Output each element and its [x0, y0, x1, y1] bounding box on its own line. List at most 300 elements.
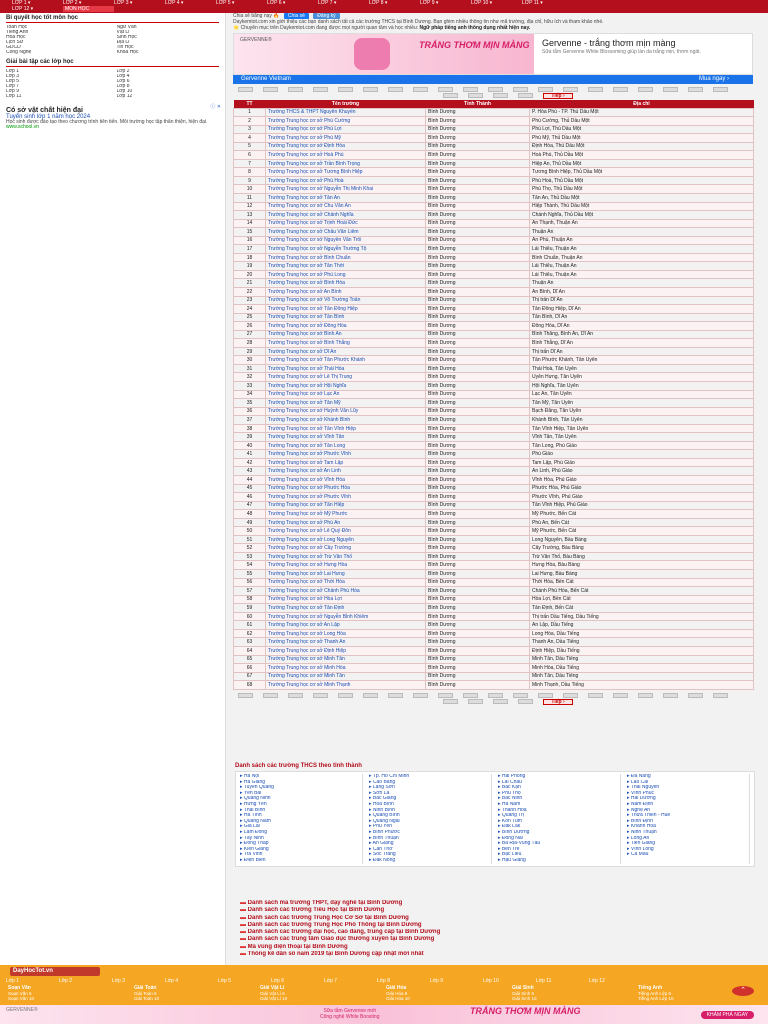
province-link[interactable]: ▸ Tây Ninh	[240, 836, 363, 842]
page-button[interactable]	[488, 693, 503, 698]
subscribe-button[interactable]: Đăng ký	[313, 13, 339, 19]
footer-grade-link[interactable]: Lớp 12	[589, 978, 605, 984]
subject-link[interactable]: Tiếng Anh	[6, 30, 29, 35]
province-link[interactable]: ▸ Điện Biên	[240, 858, 363, 864]
school-link[interactable]: Trường Trung học cơ sở Tương Bình Hiệp	[268, 169, 363, 176]
footer-link[interactable]: Tiếng Anh Lớp 10	[638, 996, 674, 1001]
province-link[interactable]: ▸ Bắc Ninh	[498, 796, 621, 802]
page-button[interactable]	[468, 93, 483, 98]
province-name[interactable]: Bình Định	[630, 818, 653, 824]
footer-link[interactable]: Giải Vật Lí 6	[260, 991, 285, 996]
province-name[interactable]: Long An	[630, 835, 650, 841]
province-name[interactable]: Gia Lai	[243, 824, 260, 830]
province-link[interactable]: ▸ Sóc Trăng	[369, 852, 492, 858]
school-link[interactable]: Trường Trung học cơ sở Minh Hòa	[268, 664, 346, 671]
province-link[interactable]: ▸ Gia Lai	[240, 824, 363, 830]
province-link[interactable]: ▸ Khánh Hòa	[627, 824, 750, 830]
page-button[interactable]	[638, 87, 653, 92]
province-link[interactable]: ▸ Tp. Hồ Chí Minh	[369, 774, 492, 780]
school-link[interactable]: Trường Trung học cơ sở Chánh Nghĩa	[268, 211, 354, 218]
grade-link[interactable]: Lớp 10	[116, 89, 133, 94]
page-button[interactable]	[688, 693, 703, 698]
subject-link[interactable]: Địa Lí	[116, 40, 130, 45]
featured-link[interactable]: Tuyển sinh lớp 1 năm học 2024	[6, 114, 91, 120]
province-link[interactable]: ▸ Thái Nguyên	[627, 785, 750, 791]
province-name[interactable]: Hậu Giang	[501, 857, 526, 863]
school-link[interactable]: Trường Trung học cơ sở Lê Quý Đôn	[268, 528, 351, 535]
ad-info-icon[interactable]: ⓘ ✕	[210, 104, 221, 110]
grade-menu-item[interactable]: LỚP 5 ▾	[216, 0, 235, 6]
province-name[interactable]: Cao Bằng	[372, 779, 396, 785]
page-button[interactable]	[313, 693, 328, 698]
page-button[interactable]	[468, 699, 483, 704]
ad-banner[interactable]	[233, 33, 753, 75]
school-link[interactable]: Trường Trung học cơ sở Thới Hòa	[268, 579, 345, 586]
province-link[interactable]: ▸ Quảng Ninh	[240, 796, 363, 802]
province-name[interactable]: Lâm Đồng	[243, 829, 267, 835]
page-button[interactable]	[463, 693, 478, 698]
province-link[interactable]: ▸ Quảng Nam	[240, 819, 363, 825]
page-button[interactable]	[263, 87, 278, 92]
page-button[interactable]	[588, 87, 603, 92]
page-button[interactable]	[663, 693, 678, 698]
school-link[interactable]: Trường Trung học cơ sở Bình Thắng	[268, 340, 350, 347]
province-link[interactable]: ▸ Bình Thuận	[369, 836, 492, 842]
trending-link[interactable]: Ngữ pháp tiếng anh thông dụng nhất hiện nay.	[419, 25, 531, 31]
province-name[interactable]: Ninh Bình	[372, 807, 395, 813]
province-link[interactable]: ▸ Bạc Liêu	[498, 852, 621, 858]
province-name[interactable]: Quảng Trị	[501, 813, 524, 819]
school-link[interactable]: Trường Trung học cơ sở Long Hòa	[268, 630, 346, 637]
school-link[interactable]: Trường Trung học cơ sở Thái Hòa	[268, 365, 345, 372]
school-link[interactable]: Trường Trung học cơ sở Tân Bình	[268, 314, 345, 321]
province-link[interactable]: ▸ Thừa Thiên - Huế	[627, 813, 750, 819]
page-button[interactable]	[443, 699, 458, 704]
subject-link[interactable]: Toán Học	[6, 25, 28, 30]
province-link[interactable]: ▸ Phú Yên	[369, 824, 492, 830]
province-name[interactable]: Kon Tum	[501, 818, 522, 824]
province-link[interactable]: ▸ Lào Cai	[627, 780, 750, 786]
page-button[interactable]	[638, 693, 653, 698]
school-link[interactable]: Trường Trung học cơ sở Nguyễn Trường Tộ	[268, 246, 367, 253]
province-link[interactable]: ▸ Tuyên Quang	[240, 785, 363, 791]
grade-link[interactable]: Lớp 8	[116, 84, 130, 89]
school-link[interactable]: Trường Trung học cơ sở Định Hiệp	[268, 647, 347, 654]
school-link[interactable]: Trường Trung học cơ sở Lai Hưng	[268, 570, 345, 577]
school-link[interactable]: Trường Trung học cơ sở Đông Hòa	[268, 322, 347, 329]
province-link[interactable]: ▸ Bình Dương	[498, 830, 621, 836]
page-button[interactable]	[363, 87, 378, 92]
province-name[interactable]: Quảng Ngãi	[372, 818, 400, 824]
province-name[interactable]: Hải Dương	[630, 796, 656, 802]
province-link[interactable]: ▸ Thanh Hóa	[498, 808, 621, 814]
grade-link[interactable]: Lớp 3	[6, 74, 20, 79]
school-link[interactable]: Trường Trung học cơ sở Trừ Văn Thố	[268, 553, 353, 560]
school-link[interactable]: Trường Trung học cơ sở Tân Mỹ	[268, 399, 341, 406]
footer-grade-link[interactable]: Lớp 4	[165, 978, 179, 984]
province-name[interactable]: Cần Thơ	[372, 846, 393, 852]
grade-menu-item[interactable]: MÔN HỌC	[63, 6, 114, 12]
school-link[interactable]: Trường Trung học cơ sở Minh Tân	[268, 673, 345, 680]
school-link[interactable]: Trường Trung học cơ sở Hội Nghĩa	[268, 382, 347, 389]
province-link[interactable]: ▸ Hà Giang	[240, 780, 363, 786]
related-link[interactable]: ▬ Danh sách các trường đại học, cao đẳng, trung cấp tại Bình Dương	[240, 929, 760, 936]
school-link[interactable]: Trường Trung học cơ sở An Lập	[268, 622, 340, 629]
province-name[interactable]: Thanh Hóa	[501, 807, 527, 813]
page-button[interactable]	[263, 693, 278, 698]
school-link[interactable]: Trường Trung học cơ sở Phú An	[268, 519, 341, 526]
province-name[interactable]: Thừa Thiên - Huế	[630, 813, 671, 819]
page-button[interactable]	[713, 87, 728, 92]
school-link[interactable]: Trường Trung học cơ sở Vĩnh Tân	[268, 434, 345, 441]
page-button[interactable]	[463, 87, 478, 92]
related-link[interactable]: ▬ Danh sách các trường Trung Học Phổ Thông tại Bình Dương	[240, 922, 760, 929]
page-button[interactable]	[513, 693, 528, 698]
school-link[interactable]: Trường Trung học cơ sở Phú Cường	[268, 117, 351, 124]
school-link[interactable]: Trường Trung học cơ sở Cây Trường	[268, 545, 351, 552]
subject-link[interactable]: GDCD	[6, 45, 21, 50]
province-name[interactable]: Vĩnh Long	[630, 846, 654, 852]
page-button[interactable]	[288, 87, 303, 92]
province-link[interactable]: ▸ Đồng Nai	[498, 836, 621, 842]
school-link[interactable]: Trường Trung học cơ sở Hòa Lợi	[268, 596, 342, 603]
page-button[interactable]	[518, 699, 533, 704]
school-link[interactable]: Trường Trung học cơ sở Chu Văn An	[268, 203, 351, 210]
province-name[interactable]: Tuyên Quang	[243, 785, 274, 791]
bottom-ad-cta-button[interactable]: KHÁM PHÁ NGAY	[701, 1011, 754, 1019]
province-name[interactable]: Lai Châu	[501, 779, 522, 785]
grade-link[interactable]: Lớp 7	[6, 84, 20, 89]
school-link[interactable]: Trường Trung học cơ sở Nguyễn Bỉnh Khiêm	[268, 613, 369, 620]
school-link[interactable]: Trường Trung học cơ sở Châu Văn Liêm	[268, 228, 359, 235]
footer-grade-link[interactable]: Lớp 3	[112, 978, 126, 984]
page-button[interactable]	[613, 693, 628, 698]
ad-title[interactable]: Gervenne - trắng thơm mịn màng	[542, 38, 676, 48]
school-link[interactable]: Trường Trung học cơ sở Bình An	[268, 331, 342, 338]
province-name[interactable]: Nam Định	[630, 801, 654, 807]
related-link[interactable]: ▬ Mã vùng điện thoại tại Bình Dương	[240, 944, 760, 951]
ad-image[interactable]	[234, 34, 534, 74]
province-link[interactable]: ▸ Hà Nội	[240, 774, 363, 780]
grade-menu-item[interactable]: LỚP 2 ▾	[63, 0, 82, 6]
province-name[interactable]: Kiên Giang	[243, 846, 269, 852]
province-name[interactable]: Bến Tre	[501, 846, 520, 852]
page-button[interactable]	[443, 93, 458, 98]
province-name[interactable]: Hà Tĩnh	[243, 813, 262, 819]
grade-link[interactable]: Lớp 12	[116, 94, 133, 99]
page-button[interactable]	[388, 693, 403, 698]
footer-column-title[interactable]: Giải Vật Lí	[260, 985, 285, 991]
school-link[interactable]: Trường Trung học cơ sở Thanh An	[268, 639, 346, 646]
next-page-button[interactable]: Tiếp ›	[543, 699, 573, 705]
province-name[interactable]: Điện Biên	[243, 857, 266, 863]
school-link[interactable]: Trường Trung học cơ sở Nguyễn Văn Trỗi	[268, 237, 362, 244]
province-link[interactable]: ▸ Tiền Giang	[627, 841, 750, 847]
page-button[interactable]	[288, 693, 303, 698]
page-button[interactable]	[688, 87, 703, 92]
province-link[interactable]: ▸ Đồng Tháp	[240, 841, 363, 847]
grade-menu-item[interactable]: LỚP 10 ▾	[471, 0, 493, 6]
page-button[interactable]	[588, 693, 603, 698]
ad-bar[interactable]	[233, 75, 753, 84]
school-link[interactable]: Trường Trung học cơ sở Tân Vĩnh Hiệp	[268, 425, 356, 432]
province-name[interactable]: Thái Bình	[243, 807, 266, 813]
school-link[interactable]: Trường Trung học cơ sở Bình Chuẩn	[268, 254, 351, 261]
province-name[interactable]: Lạng Sơn	[372, 785, 395, 791]
province-name[interactable]: Nghệ An	[630, 807, 651, 813]
school-link[interactable]: Trường Trung học cơ sở An Bình	[268, 288, 342, 295]
page-button[interactable]	[238, 87, 253, 92]
next-page-button[interactable]: Tiếp ›	[543, 93, 573, 99]
school-link[interactable]: Trường Trung học cơ sở Hoà Phú	[268, 152, 344, 158]
school-link[interactable]: Trường Trung học cơ sở Long Nguyên	[268, 536, 354, 543]
province-link[interactable]: ▸ Kiên Giang	[240, 847, 363, 853]
grade-link[interactable]: Lớp 4	[116, 74, 130, 79]
province-name[interactable]: Ninh Thuận	[630, 829, 657, 835]
province-link[interactable]: ▸ Bình Phước	[369, 830, 492, 836]
footer-link[interactable]: Tiếng Anh Lớp 6	[638, 991, 672, 996]
province-link[interactable]: ▸ Bến Tre	[498, 847, 621, 853]
province-link[interactable]: ▸ Sơn La	[369, 791, 492, 797]
province-link[interactable]: ▸ Ninh Bình	[369, 808, 492, 814]
school-link[interactable]: Trường Trung học cơ sở Lạc An	[268, 391, 340, 398]
province-name[interactable]: Tây Ninh	[243, 835, 264, 841]
footer-column-title[interactable]: Giải Hóa	[386, 985, 407, 991]
province-link[interactable]: ▸ Bình Định	[627, 819, 750, 825]
province-link[interactable]: ▸ Vĩnh Long	[627, 847, 750, 853]
grade-menu-item[interactable]: LỚP 6 ▾	[267, 0, 286, 6]
school-link[interactable]: Trường THCS & THPT Nguyễn Khuyến	[268, 109, 356, 116]
school-link[interactable]: Trường Trung học cơ sở Nguyễn Thị Minh Khai	[268, 186, 374, 193]
province-name[interactable]: Hà Nội	[243, 774, 260, 779]
grade-link[interactable]: Lớp 2	[116, 69, 130, 74]
province-name[interactable]: Bình Thuận	[372, 835, 399, 841]
page-button[interactable]	[513, 87, 528, 92]
school-link[interactable]: Trường Trung học cơ sở Tân Phước Khánh	[268, 357, 366, 364]
page-button[interactable]	[438, 693, 453, 698]
page-button[interactable]	[238, 693, 253, 698]
page-button[interactable]	[563, 87, 578, 92]
province-name[interactable]: Tiền Giang	[630, 841, 656, 847]
school-link[interactable]: Trường Trung học cơ sở Phú Long	[268, 271, 346, 278]
school-link[interactable]: Trường Trung học cơ sở Tân Đông Hiệp	[268, 305, 358, 312]
province-name[interactable]: Phú Yên	[372, 824, 392, 830]
footer-grade-link[interactable]: Lớp 11	[536, 978, 552, 984]
province-link[interactable]: ▸ An Giang	[369, 841, 492, 847]
footer-link[interactable]: Giải Sinh 10	[512, 996, 537, 1001]
province-name[interactable]: Sơn La	[372, 790, 390, 796]
grade-link[interactable]: Lớp 6	[116, 79, 130, 84]
page-button[interactable]	[338, 693, 353, 698]
footer-link[interactable]: Giải Hóa 8	[386, 991, 408, 996]
facebook-share-button[interactable]: Chia sẻ	[284, 13, 309, 19]
province-link[interactable]: ▸ Bà Rịa-Vũng Tàu	[498, 841, 621, 847]
footer-link[interactable]: Giải Vật Lí 10	[260, 996, 288, 1001]
province-name[interactable]: Bình Dương	[501, 829, 530, 835]
page-button[interactable]	[488, 87, 503, 92]
school-link[interactable]: Trường Trung học cơ sở Phú Hoà	[268, 177, 344, 184]
page-button[interactable]	[413, 693, 428, 698]
province-link[interactable]: ▸ Bắc Kạn	[498, 785, 621, 791]
school-link[interactable]: Trường Trung học cơ sở Võ Trường Toản	[268, 297, 361, 304]
grade-menu-item[interactable]: LỚP 7 ▾	[318, 0, 337, 6]
province-link[interactable]: ▸ Cà Mau	[627, 852, 750, 858]
province-name[interactable]: Thái Nguyên	[630, 785, 660, 791]
grade-menu-item[interactable]: LỚP 1 ▾	[12, 0, 31, 6]
scroll-top-button[interactable]: ⌃	[732, 986, 754, 996]
school-link[interactable]: Trường Trung học cơ sở Tân An	[268, 194, 340, 201]
subject-link[interactable]: Lịch Sử	[6, 40, 24, 45]
grade-link[interactable]: Lớp 11	[6, 94, 22, 99]
school-link[interactable]: Trường Trung học cơ sở Phước Vĩnh	[268, 451, 351, 458]
footer-link[interactable]: Giải Sinh 6	[512, 991, 535, 996]
grade-menu-item[interactable]: LỚP 3 ▾	[114, 0, 133, 6]
province-link[interactable]: ▸ Lạng Sơn	[369, 785, 492, 791]
province-link[interactable]: ▸ Long An	[627, 836, 750, 842]
province-link[interactable]: ▸ Đắk Lắk	[498, 824, 621, 830]
province-name[interactable]: Khánh Hòa	[630, 824, 656, 830]
school-link[interactable]: Trường Trung học cơ sở Vĩnh Hòa	[268, 476, 345, 483]
page-button[interactable]	[338, 87, 353, 92]
footer-link[interactable]: Soạn Văn 10	[8, 996, 35, 1001]
province-name[interactable]: Quảng Ninh	[243, 796, 271, 802]
page-button[interactable]	[518, 93, 533, 98]
footer-grade-link[interactable]: Lớp 5	[218, 978, 232, 984]
province-link[interactable]: ▸ Ninh Thuận	[627, 830, 750, 836]
province-name[interactable]: An Giang	[372, 841, 394, 847]
subject-link[interactable]: Sinh Học	[116, 35, 137, 40]
footer-grade-link[interactable]: Lớp 7	[324, 978, 338, 984]
school-link[interactable]: Trường Trung học cơ sở Lê Thị Trung	[268, 374, 353, 381]
footer-link[interactable]: Soạn Văn 6	[8, 991, 32, 996]
province-name[interactable]: Vĩnh Phúc	[630, 790, 654, 796]
page-button[interactable]	[313, 87, 328, 92]
ad-cta-button[interactable]: Mua ngay ›	[698, 76, 729, 82]
page-button[interactable]	[363, 693, 378, 698]
school-link[interactable]: Trường Trung học cơ sở Tân Hiệp	[268, 502, 345, 509]
page-button[interactable]	[493, 93, 508, 98]
school-link[interactable]: Trường Trung học cơ sở Khánh Bình	[268, 416, 351, 423]
grade-link[interactable]: Lớp 1	[6, 69, 20, 74]
school-link[interactable]: Trường Trung học cơ sở Tân Thới	[268, 263, 345, 270]
grade-menu-item[interactable]: LỚP 9 ▾	[420, 0, 439, 6]
page-button[interactable]	[713, 693, 728, 698]
grade-menu-item[interactable]: LỚP 12 ▾	[12, 6, 34, 12]
grade-menu-item[interactable]: LỚP 11 ▾	[522, 0, 543, 6]
school-link[interactable]: Trường Trung học cơ sở Phước Vĩnh	[268, 493, 351, 500]
province-link[interactable]: ▸ Vĩnh Phúc	[627, 791, 750, 797]
page-button[interactable]	[538, 87, 553, 92]
school-link[interactable]: Trường Trung học cơ sở Định Hòa	[268, 143, 345, 150]
school-link[interactable]: Trường Trung học cơ sở Tân Định	[268, 604, 345, 611]
school-link[interactable]: Trường Trung học cơ sở Mỹ Phước	[268, 510, 348, 517]
school-link[interactable]: Trường Trung học cơ sở Minh Tân	[268, 656, 345, 663]
school-link[interactable]: Trường Trung học cơ sở Huỳnh Văn Lũy	[268, 408, 359, 415]
footer-grade-link[interactable]: Lớp 2	[59, 978, 73, 984]
school-link[interactable]: Trường Trung học cơ sở Bình Hòa	[268, 280, 345, 287]
province-link[interactable]: ▸ Bắc Giang	[369, 796, 492, 802]
province-name[interactable]: Hưng Yên	[243, 801, 267, 807]
province-name[interactable]: Bình Phước	[372, 829, 400, 835]
province-link[interactable]: ▸ Nam Định	[627, 802, 750, 808]
grade-menu-item[interactable]: LỚP 8 ▾	[369, 0, 388, 6]
province-name[interactable]: Hòa Bình	[372, 801, 394, 807]
province-link[interactable]: ▸ Yên Bái	[240, 791, 363, 797]
province-name[interactable]: Quảng Bình	[372, 813, 400, 819]
footer-link[interactable]: Giải Hóa 10	[386, 996, 410, 1001]
footer-grade-link[interactable]: Lớp 1	[6, 978, 20, 984]
province-name[interactable]: Sóc Trăng	[372, 852, 396, 858]
province-link[interactable]: ▸ Hưng Yên	[240, 802, 363, 808]
footer-link[interactable]: Giải Toán 10	[134, 996, 160, 1001]
school-link[interactable]: Trường Trung học cơ sở Hưng Hòa	[268, 562, 348, 569]
province-link[interactable]: ▸ Trà Vinh	[240, 852, 363, 858]
school-link[interactable]: Trường Trung học cơ sở Trần Bình Trọng	[268, 160, 360, 167]
grade-link[interactable]: Lớp 5	[6, 79, 20, 84]
province-link[interactable]: ▸ Quảng Ngãi	[369, 819, 492, 825]
footer-column-title[interactable]: Giải Sinh	[512, 985, 534, 991]
province-link[interactable]: ▸ Cần Thơ	[369, 847, 492, 853]
grade-link[interactable]: Lớp 9	[6, 89, 20, 94]
bottom-ad[interactable]	[0, 1005, 768, 1024]
page-button[interactable]	[613, 87, 628, 92]
subject-link[interactable]: Ngữ Văn	[116, 25, 137, 30]
province-name[interactable]: Trà Vinh	[243, 852, 263, 858]
province-name[interactable]: Bắc Ninh	[501, 796, 523, 802]
province-name[interactable]: Đắk Nông	[372, 857, 396, 863]
school-link[interactable]: Trường Trung học cơ sở Chánh Phú Hòa	[268, 587, 360, 594]
province-link[interactable]: ▸ Lâm Đồng	[240, 830, 363, 836]
province-name[interactable]: Hà Nam	[501, 801, 521, 807]
province-link[interactable]: ▸ Kon Tum	[498, 819, 621, 825]
footer-column-title[interactable]: Soạn Văn	[8, 985, 31, 991]
subject-link[interactable]: Hóa Học	[6, 35, 26, 40]
related-link[interactable]: ▬ Danh sách các trường Tiểu Học tại Bình Dương	[240, 907, 760, 914]
province-link[interactable]: ▸ Hà Tĩnh	[240, 813, 363, 819]
page-button[interactable]	[538, 693, 553, 698]
page-button[interactable]	[663, 87, 678, 92]
province-name[interactable]: Phú Thọ	[501, 790, 521, 796]
school-link[interactable]: Trường Trung học cơ sở Trịnh Hoài Đức	[268, 220, 358, 227]
province-link[interactable]: ▸ Hậu Giang	[498, 858, 621, 864]
footer-column-title[interactable]: Giải Toán	[134, 985, 157, 991]
province-link[interactable]: ▸ Thái Bình	[240, 808, 363, 814]
province-link[interactable]: ▸ Cao Bằng	[369, 780, 492, 786]
footer-grade-link[interactable]: Lớp 10	[483, 978, 499, 984]
school-link[interactable]: Trường Trung học cơ sở Dĩ An	[268, 348, 337, 355]
province-name[interactable]: Yên Bái	[243, 790, 262, 796]
page-button[interactable]	[563, 693, 578, 698]
province-name[interactable]: Bạc Liêu	[501, 852, 522, 858]
province-link[interactable]: ▸ Nghệ An	[627, 808, 750, 814]
footer-grade-link[interactable]: Lớp 6	[271, 978, 285, 984]
subject-link[interactable]: Công Nghệ	[6, 50, 32, 55]
province-name[interactable]: Lào Cai	[630, 779, 649, 785]
province-link[interactable]: ▸ Hà Nam	[498, 802, 621, 808]
school-link[interactable]: Trường Trung học cơ sở Phú Mỹ	[268, 134, 342, 141]
footer-grade-link[interactable]: Lớp 9	[430, 978, 444, 984]
school-link[interactable]: Trường Trung học cơ sở Phú Lợi	[268, 126, 342, 133]
school-link[interactable]: Trường Trung học cơ sở Tam Lập	[268, 459, 344, 466]
sidebar-ad[interactable]	[0, 101, 225, 132]
province-link[interactable]: ▸ Hải Phòng	[498, 774, 621, 780]
province-name[interactable]: Quảng Nam	[243, 818, 271, 824]
province-name[interactable]: Tp. Hồ Chí Minh	[372, 774, 410, 779]
province-link[interactable]: ▸ Hải Dương	[627, 796, 750, 802]
province-link[interactable]: ▸ Lai Châu	[498, 780, 621, 786]
province-link[interactable]: ▸ Phú Thọ	[498, 791, 621, 797]
footer-logo[interactable]: DayHocTot.vn	[10, 967, 100, 976]
